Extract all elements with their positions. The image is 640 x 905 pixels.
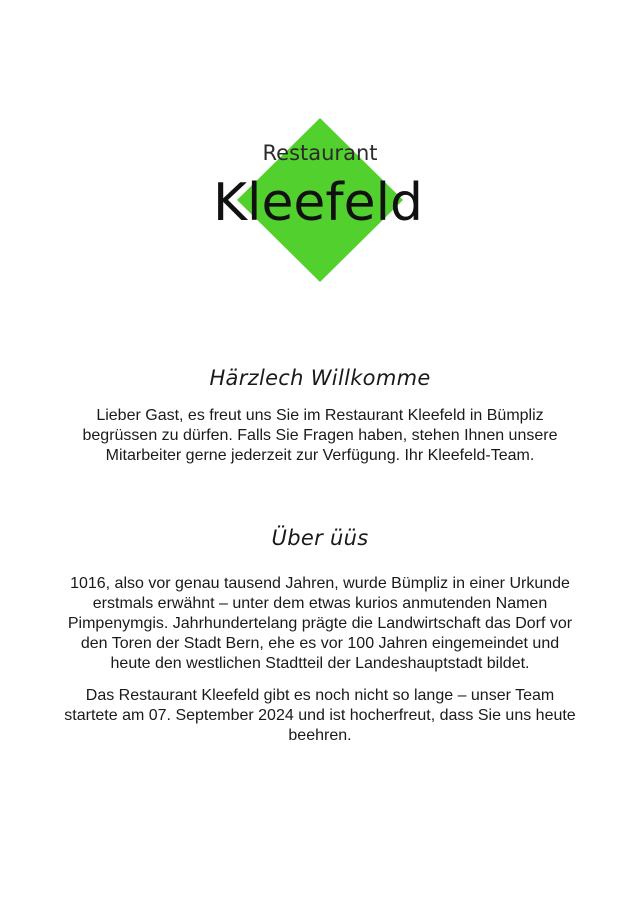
about-paragraph-team: Das Restaurant Kleefeld gibt es noch nicht so lange – unser Team startete am 07. September 2024 und ist hocherfreut, dass Sie uns heute beehren. [64,687,576,744]
welcome-text: Lieber Gast, es freut uns Sie im Restaurant Kleefeld in Bümpliz begrüssen zu dürfen. Falls Sie Fragen haben, stehen Ihnen unsere Mitarbeiter gerne jederzeit zur Verfügung. Ihr Kleefeld-Team. [82,407,558,464]
logo-graphic [200,110,440,290]
about-heading: Über üüs [271,526,369,550]
logo-kleefeld-text: Kleefeld [213,173,423,233]
logo-restaurant-text: Restaurant [262,141,378,165]
about-paragraph-history: 1016, also vor genau tausend Jahren, wurde Bümpliz in einer Urkunde erstmals erwähnt – unter dem etwas kurios anmutenden Namen Pimpenymgis. Jahrhundertelang prägte die Landwirtschaft das Dorf vor den Toren der Stadt Bern, ehe es vor 100 Jahren eingemeindet und heute den westlichen Stadtteil der Landeshauptstadt bildet. [67,575,573,672]
welcome-heading: Härzlech Willkomme [209,366,431,390]
restaurant-logo [200,110,440,290]
